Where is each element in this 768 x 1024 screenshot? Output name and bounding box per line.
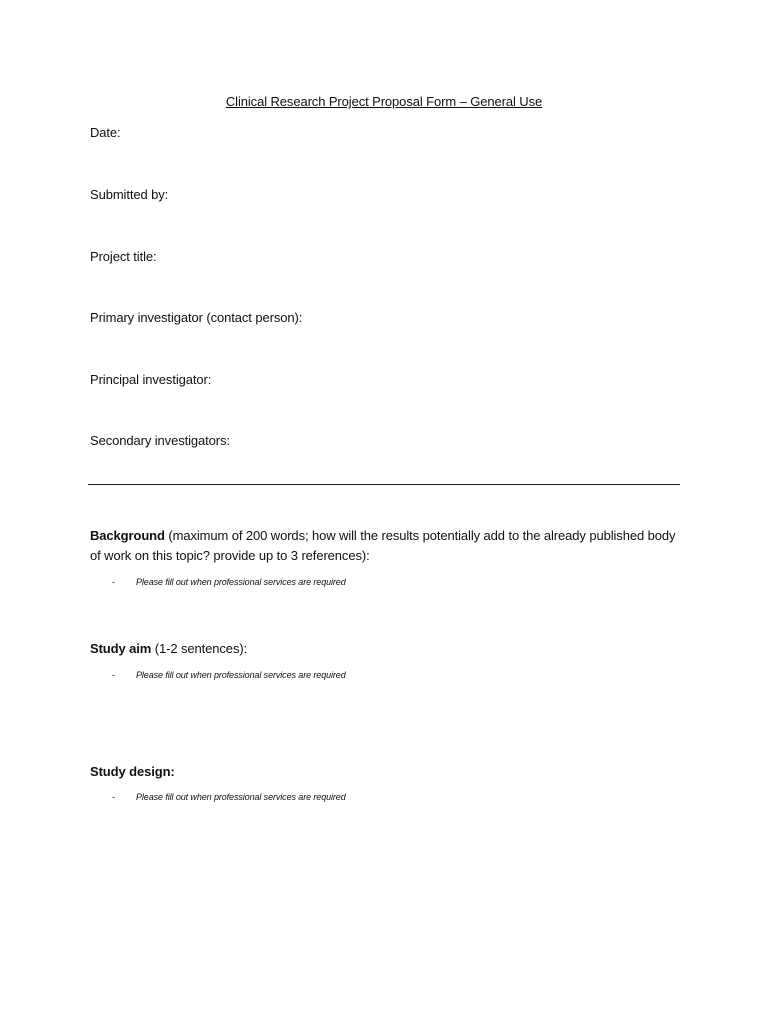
study-aim-bullet	[112, 670, 346, 680]
study-design-bullet	[112, 792, 346, 802]
background-heading: Background	[90, 528, 165, 543]
study-design-section	[90, 762, 680, 782]
study-design-heading: Study design:	[90, 764, 175, 779]
background-section	[90, 526, 680, 566]
section-divider	[88, 484, 680, 485]
primary-investigator-field-label: Primary investigator (contact person):	[90, 310, 303, 325]
document-title: Clinical Research Project Proposal Form – General Use	[225, 94, 543, 109]
principal-investigator-field-label: Principal investigator:	[90, 372, 212, 387]
bullet-marker: -	[112, 670, 115, 680]
study-aim-section	[90, 639, 680, 659]
submitted-by-field-label: Submitted by:	[90, 187, 169, 202]
secondary-investigators-field-label: Secondary investigators:	[90, 433, 230, 448]
study-aim-bullet-text: Please fill out when professional services are required	[136, 670, 346, 680]
study-aim-heading: Study aim	[90, 641, 152, 656]
project-title-field-label: Project title:	[90, 249, 157, 264]
study-aim-description: (1-2 sentences):	[151, 641, 248, 656]
background-description: (maximum of 200 words; how will the results potentially add to the already published body of work on this topic? provide up to 3 references):	[90, 528, 676, 563]
study-design-bullet-text: Please fill out when professional services are required	[136, 792, 346, 802]
date-field-label: Date:	[90, 125, 121, 140]
background-bullet-text: Please fill out when professional services are required	[136, 577, 346, 587]
bullet-marker: -	[112, 792, 115, 802]
bullet-marker: -	[112, 577, 115, 587]
background-bullet	[112, 577, 346, 587]
